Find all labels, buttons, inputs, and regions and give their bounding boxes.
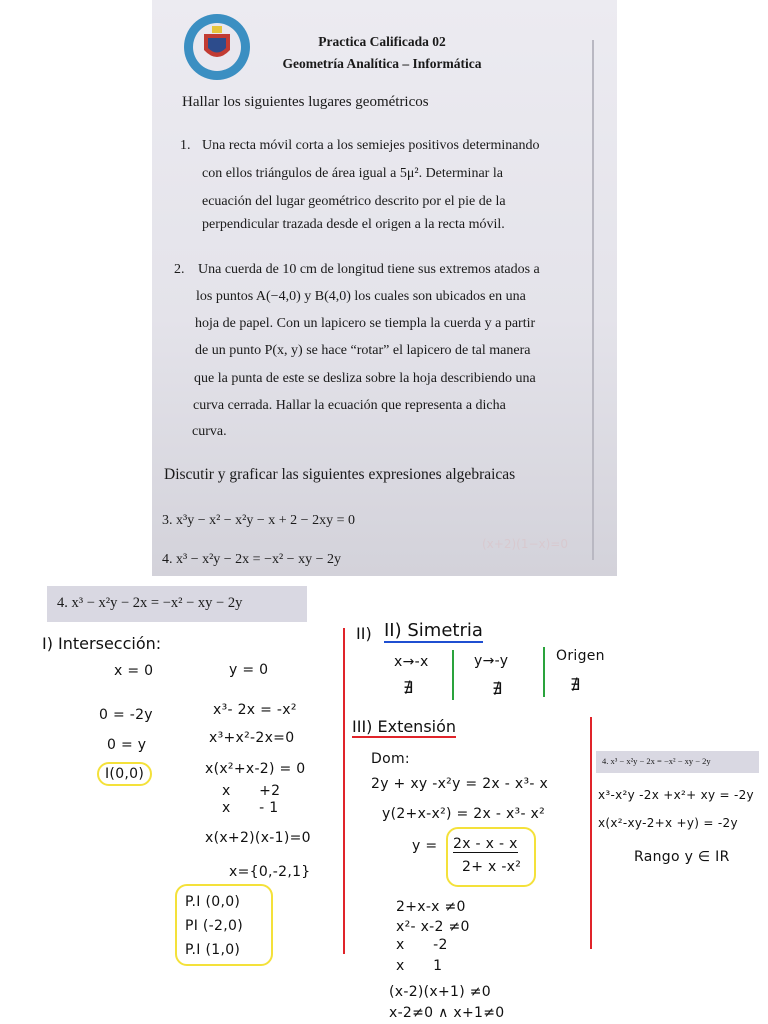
not-exists-symbol: ∄ xyxy=(570,675,581,694)
symmetry-title: II) Simetria xyxy=(384,620,483,641)
section2-title: Discutir y graficar las siguientes expresiones algebraicas xyxy=(164,466,516,483)
hand-y-eq-0: y = 0 xyxy=(229,662,269,678)
hand-x-eq-0: x = 0 xyxy=(114,663,154,679)
expression-strip xyxy=(47,586,307,622)
not-exists-symbol: ∄ xyxy=(492,679,503,698)
intersection-title: I) Intersección: xyxy=(42,634,162,653)
problem1-number: 1. xyxy=(180,138,191,153)
intersection-point-highlight: I(0,0) xyxy=(97,762,152,786)
problem2-line: que la punta de este se desliza sobre la hoja describiendo una xyxy=(194,371,536,386)
hand-line: x(x²-xy-2+x +y) = -2y xyxy=(598,816,738,830)
page-fold-shadow xyxy=(592,40,594,560)
intercept-point: P.I (1,0) xyxy=(185,942,241,958)
problem1-line: ecuación del lugar geométrico descrito por el pie de la xyxy=(202,194,506,209)
red-divider-line xyxy=(590,717,592,949)
green-divider-line xyxy=(543,647,545,697)
symmetry-title-roman: II) xyxy=(356,624,372,643)
symmetry-y-case: y→-y xyxy=(474,653,509,669)
expression-4: 4. x³ − x²y − 2x = −x² − xy − 2y xyxy=(162,552,341,567)
problem1-line: Una recta móvil corta a los semiejes positivos determinando xyxy=(202,138,540,153)
hand-line: x={0,-2,1} xyxy=(229,864,311,880)
extension-title: III) Extensión xyxy=(352,717,457,736)
intercept-point: P.I (0,0) xyxy=(185,894,241,910)
expression-3: 3. x³y − x² − x²y − x + 2 − 2xy = 0 xyxy=(162,513,355,528)
exam-header-title: Practica Calificada 02 xyxy=(318,34,446,49)
exam-photo xyxy=(152,0,617,576)
problem2-line: hoja de papel. Con un lapicero se tiempla la cuerda y a partir xyxy=(195,316,536,331)
problem2-line: Una cuerda de 10 cm de longitud tiene sus extremos atados a xyxy=(198,262,540,277)
small-expression-strip xyxy=(596,751,759,773)
intercept-point: PI (-2,0) xyxy=(185,918,243,934)
hand-line: x³-x²y -2x +x²+ xy = -2y xyxy=(598,788,754,802)
hand-line: x +2 xyxy=(222,783,281,799)
range-statement: Rango y ∈ IR xyxy=(634,849,730,865)
hand-line: x - 1 xyxy=(222,800,279,816)
symmetry-x-case: x→-x xyxy=(394,654,429,670)
strip-expression-small: 4. x³ − x²y − 2x = −x² − xy − 2y xyxy=(602,756,711,766)
green-divider-line xyxy=(452,650,454,700)
hand-line: y(2+x-x²) = 2x - x³- x² xyxy=(382,806,546,822)
hand-line: x(x²+x-2) = 0 xyxy=(205,761,306,777)
hand-line: (x-2)(x+1) ≠0 xyxy=(389,984,492,1000)
problem2-line: de un punto P(x, y) se hace “rotar” el lapicero de tal manera xyxy=(195,343,531,358)
problem2-number: 2. xyxy=(174,262,185,277)
hand-line: 2+x-x ≠0 xyxy=(396,899,466,915)
hand-line: x³+x²-2x=0 xyxy=(209,730,295,746)
hand-line: 0 = -2y xyxy=(99,707,153,723)
problem2-line: los puntos A(−4,0) y B(4,0) los cuales son ubicados en una xyxy=(196,289,526,304)
symmetry-origin-case: Origen xyxy=(556,648,605,664)
not-exists-symbol: ∄ xyxy=(403,678,414,697)
fraction-denominator: 2+ x -x² xyxy=(462,859,522,875)
problem1-line: perpendicular trazada desde el origen a la recta móvil. xyxy=(202,217,505,232)
strip-expression: 4. x³ − x²y − 2x = −x² − xy − 2y xyxy=(57,595,243,611)
fraction-numerator: 2x - x - x xyxy=(453,836,518,852)
hand-line: x³- 2x = -x² xyxy=(213,702,297,718)
problem2-line: curva. xyxy=(192,424,227,439)
hand-line: x-2≠0 ∧ x+1≠0 xyxy=(389,1005,505,1021)
bleed-through-writing: (x+2)(1−x)=0 xyxy=(482,537,568,551)
hand-line: x(x+2)(x-1)=0 xyxy=(205,830,311,846)
hand-line: x²- x-2 ≠0 xyxy=(396,919,470,935)
problem2-line: curva cerrada. Hallar la ecuación que representa a dicha xyxy=(193,398,506,413)
red-divider-line xyxy=(343,628,345,954)
hand-line: 2y + xy -x²y = 2x - x³- x xyxy=(371,776,549,792)
hand-line: x 1 xyxy=(396,958,443,974)
instruction-text: Hallar los siguientes lugares geométricos xyxy=(182,94,429,110)
hand-line: 0 = y xyxy=(107,737,147,753)
hand-line: y = xyxy=(412,838,438,854)
hand-line: x -2 xyxy=(396,937,448,953)
exam-header-subtitle: Geometría Analítica – Informática xyxy=(282,56,482,71)
domain-label: Dom: xyxy=(371,751,410,767)
problem1-line: con ellos triángulos de área igual a 5μ². Determinar la xyxy=(202,166,503,181)
